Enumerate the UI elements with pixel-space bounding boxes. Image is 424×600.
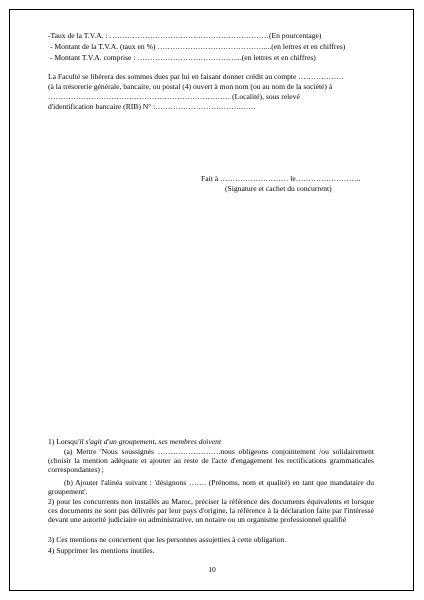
payment-line-4: d'identification bancaire (RIB) N° :…………………………….…… <box>48 102 256 111</box>
note-4: 4) Supprimer les mentions inutiles. <box>48 546 155 555</box>
note-1-prefix: 1) Lorsqu <box>48 437 78 446</box>
signature-place-date: Fait à ……………………… le…………………….. <box>201 174 361 183</box>
signature-caption: (Signature et cachet du concurrent) <box>225 184 332 193</box>
note-2: 2) pour les concurrents non installés au Maroc, préciser la référence des documents équivalents et lorsque ces documents ne sont pas délivrés par leur pays d'origine, la référence à la déclaration faite par l'intéressé devant une autorité judiciaire ou administrative, un notaire ou un organisme professionnel qualifié <box>48 497 374 525</box>
tva-total-line: - Montant T.V.A. comprise : …………………………………...(en lettres et en chiffres) <box>50 53 316 62</box>
note-1-heading <box>48 437 221 446</box>
note-1b: (b) Ajouter l'alinéa suivant : 'désignons ……. (Prénoms, nom et qualité) en tant que mandataire du groupement'. <box>48 478 374 497</box>
payment-line-1: La Faculté se libérera des sommes dues par lui en faisant donner crédit au compte ……………… <box>48 72 344 81</box>
note-1a: (a) Mettre 'Nous soussignés …………………….nous obligeons conjointement /ou solidairement (choisir la mention adéquate et ajouter au reste de l'acte d'engagement les rectifications grammaticales correspondantes) ; <box>48 447 374 475</box>
payment-line-3: ……………………………………………………………… (Localité), sous relevé <box>48 92 300 101</box>
page-number: 10 <box>208 565 216 574</box>
tva-amount-line: - Montant de la T.V.A. (taux en %) ……………………………………....(en lettres et en chiffres) <box>50 42 346 51</box>
note-3: 3) Ces mentions ne concernent que les personnes assujetties à cette obligation. <box>48 535 287 544</box>
tva-rate-line: -Taux de la T.V.A. : ………………………………………………………(En pourcentage) <box>48 31 322 40</box>
note-1-italic: 'il s'agit d'un groupement, ses membres doivent <box>77 437 222 446</box>
payment-line-2: (à la trésorerie générale, bancaire, ou postal (4) ouvert à mon nom (ou au nom de la société) à <box>48 82 333 91</box>
